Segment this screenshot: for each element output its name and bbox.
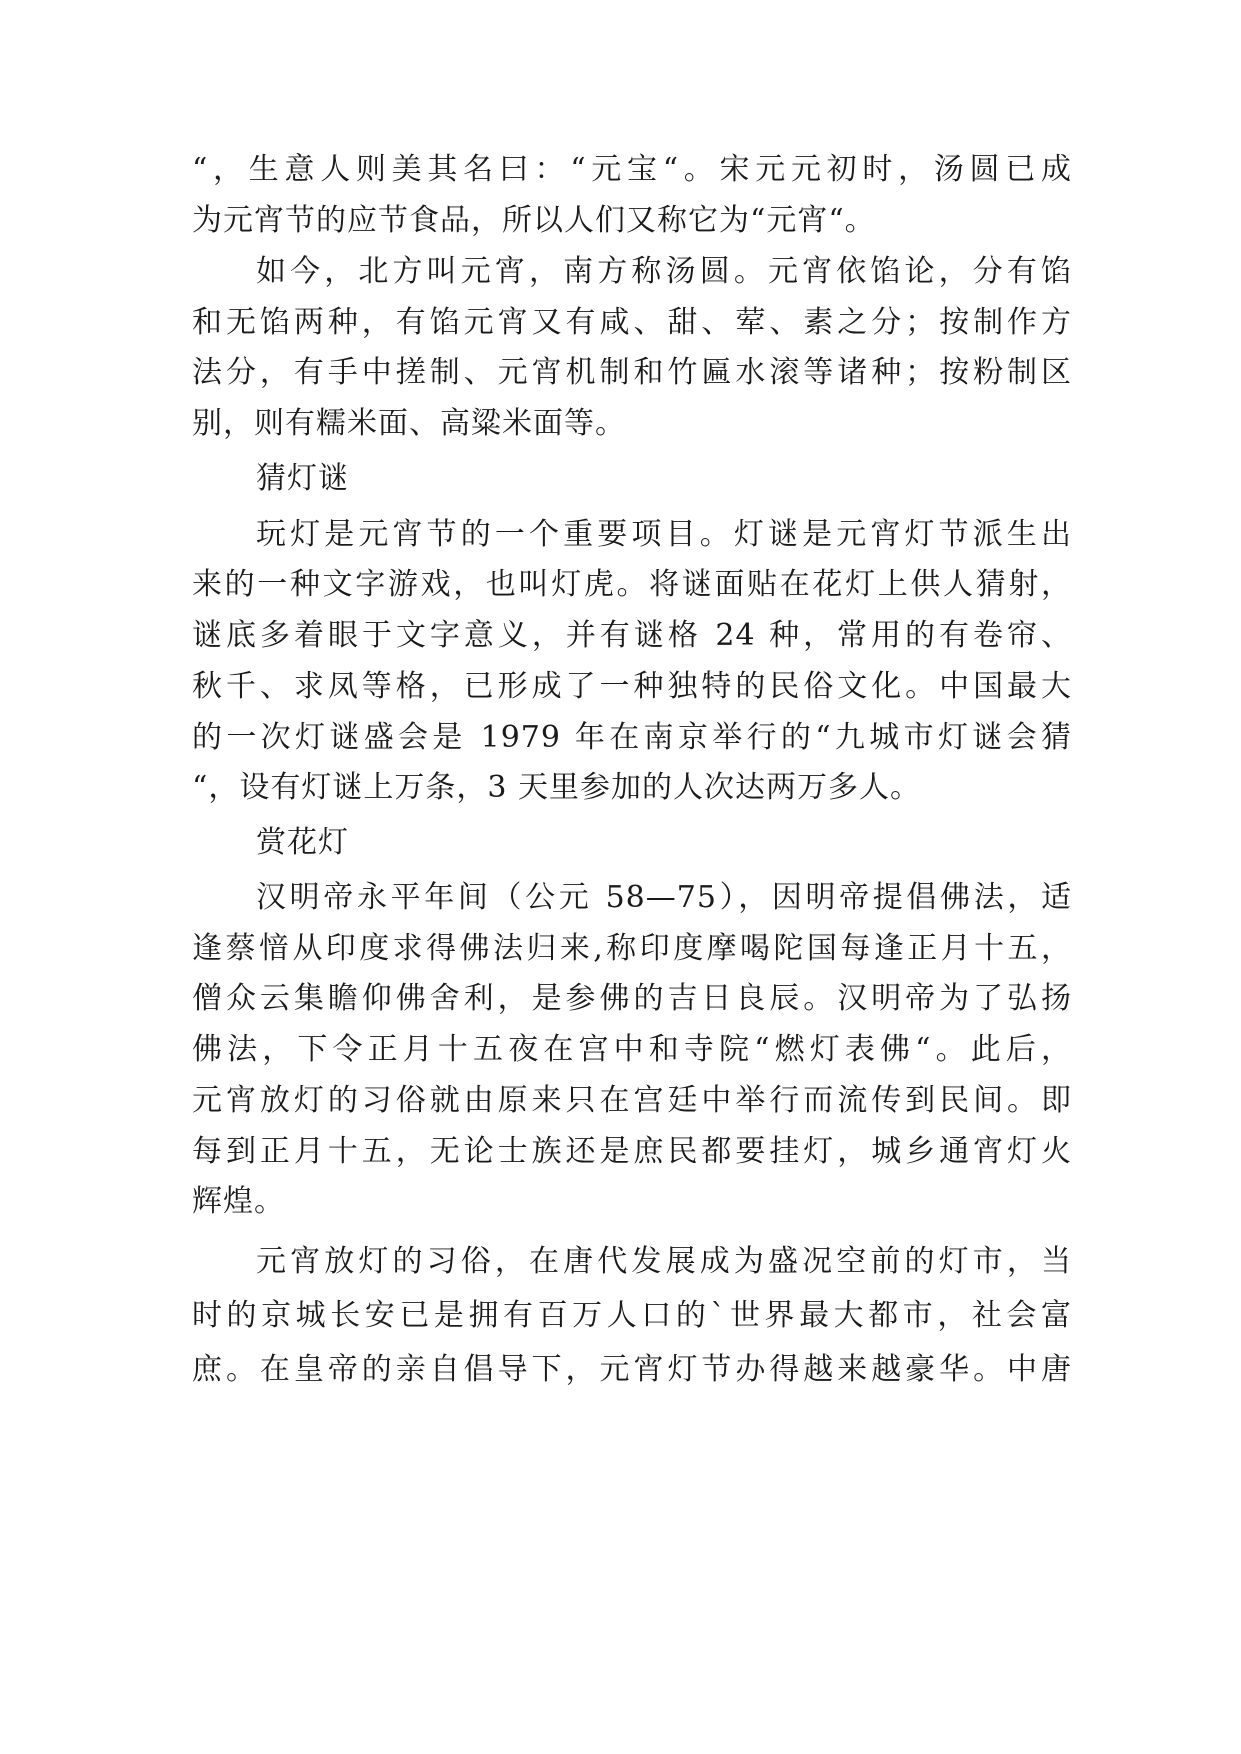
text-line: 逢蔡愔从印度求得佛法归来,称印度摩喝陀国每逢正月十五， bbox=[192, 931, 1072, 966]
text-line: 和无馅两种，有馅元宵又有咸、甜、荤、素之分；按制作方 bbox=[192, 305, 1072, 340]
section-heading: 猜灯谜 bbox=[256, 461, 349, 496]
text-line: 佛法，下令正月十五夜在宫中和寺院“燃灯表佛“。此后， bbox=[192, 1032, 1072, 1067]
text-line: 谜底多着眼于文字意义，并有谜格 24 种，常用的有卷帘、 bbox=[192, 618, 1072, 653]
text-line: 每到正月十五，无论士族还是庶民都要挂灯，城乡通宵灯火 bbox=[192, 1134, 1072, 1169]
text-line: 如今，北方叫元宵，南方称汤圆。元宵依馅论，分有馅 bbox=[256, 254, 1072, 289]
text-line: 法分，有手中搓制、元宵机制和竹匾水滚等诸种；按粉制区 bbox=[192, 355, 1072, 390]
text-line: 为元宵节的应节食品，所以人们又称它为“元宵“。 bbox=[192, 203, 876, 238]
section-heading: 赏花灯 bbox=[256, 825, 349, 860]
text-line: 汉明帝永平年间（公元 58—75），因明帝提倡佛法，适 bbox=[256, 880, 1072, 915]
text-line: 僧众云集瞻仰佛舍利，是参佛的吉日良辰。汉明帝为了弘扬 bbox=[192, 981, 1072, 1016]
text-line: “，设有灯谜上万条，3 天里参加的人次达两万多人。 bbox=[192, 770, 921, 805]
text-line: 来的一种文字游戏，也叫灯虎。将谜面贴在花灯上供人猜射， bbox=[192, 567, 1072, 602]
text-line: 别，则有糯米面、高粱米面等。 bbox=[192, 406, 626, 441]
text-line: 秋千、求凤等格，已形成了一种独特的民俗文化。中国最大 bbox=[192, 669, 1072, 704]
text-line: 时的京城长安已是拥有百万人口的`世界最大都市，社会富 bbox=[192, 1298, 1072, 1333]
text-line: “，生意人则美其名曰：“元宝“。宋元元初时，汤圆已成 bbox=[192, 152, 1072, 187]
text-line: 元宵放灯的习俗，在唐代发展成为盛况空前的灯市，当 bbox=[256, 1244, 1072, 1279]
text-line: 元宵放灯的习俗就由原来只在宫廷中举行而流传到民间。即 bbox=[192, 1083, 1072, 1118]
text-line: 玩灯是元宵节的一个重要项目。灯谜是元宵灯节派生出 bbox=[256, 517, 1072, 552]
text-line: 辉煌。 bbox=[192, 1184, 285, 1219]
text-line: 庶。在皇帝的亲自倡导下，元宵灯节办得越来越豪华。中唐 bbox=[192, 1352, 1072, 1387]
text-line: 的一次灯谜盛会是 1979 年在南京举行的“九城市灯谜会猜 bbox=[192, 720, 1072, 755]
